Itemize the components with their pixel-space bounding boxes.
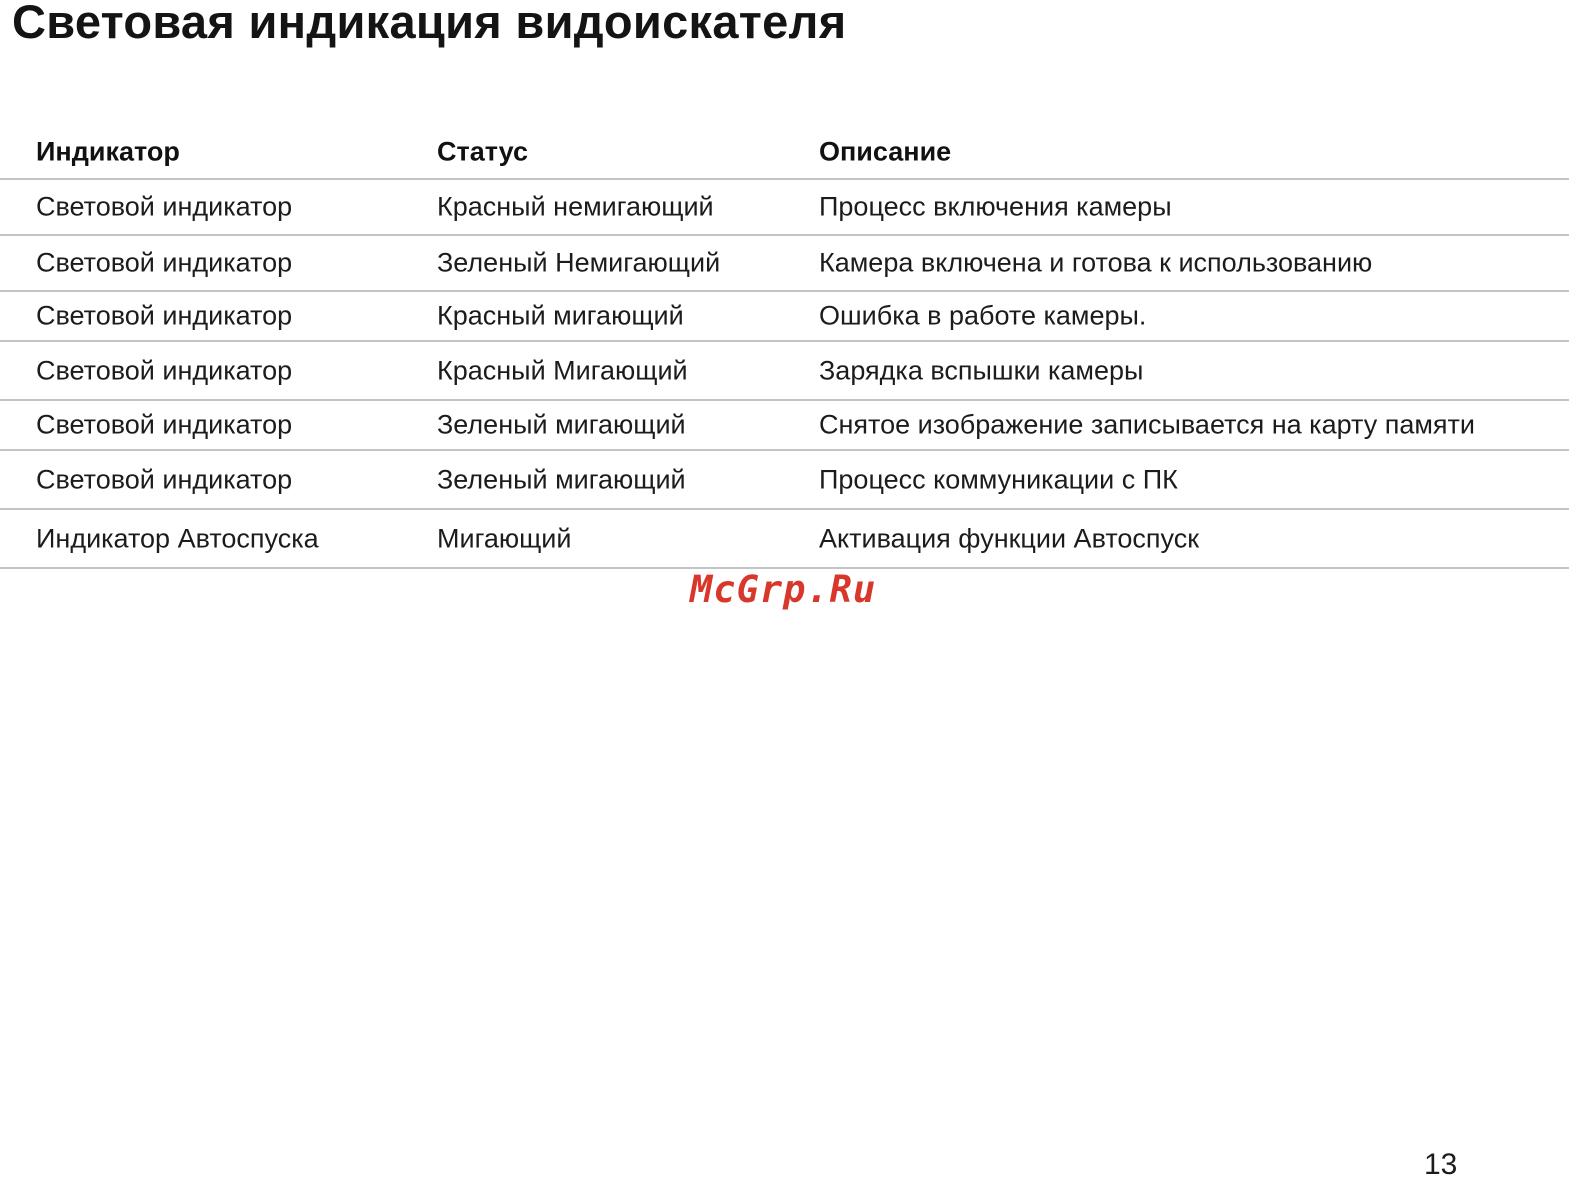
- cell-indicator: Световой индикатор: [36, 409, 293, 440]
- table-row: [0, 401, 1569, 451]
- cell-indicator: Световой индикатор: [36, 300, 293, 331]
- table-row: [0, 292, 1569, 342]
- cell-status: Зеленый мигающий: [437, 464, 686, 494]
- table-row: [0, 451, 1569, 510]
- column-header-indicator: Индикатор: [36, 136, 180, 167]
- indicator-table: [0, 126, 1569, 569]
- table-row: [0, 342, 1569, 401]
- cell-description: Ошибка в работе камеры.: [819, 300, 1147, 331]
- cell-description: Камера включена и готова к использованию: [819, 247, 1373, 278]
- watermark: McGrp.Ru: [690, 568, 877, 611]
- cell-status: Красный Мигающий: [437, 355, 688, 385]
- cell-status: Красный немигающий: [437, 191, 714, 222]
- cell-indicator: Световой индикатор: [36, 247, 293, 278]
- cell-status: Зеленый Немигающий: [437, 247, 721, 278]
- cell-description: Снятое изображение записывается на карту памяти: [819, 409, 1475, 440]
- cell-description: Зарядка вспышки камеры: [819, 355, 1144, 385]
- table-row: [0, 510, 1569, 569]
- cell-description: Активация функции Автоспуск: [819, 523, 1200, 553]
- cell-status: Зеленый мигающий: [437, 409, 686, 440]
- cell-indicator: Световой индикатор: [36, 464, 293, 494]
- table-header-row: [0, 126, 1569, 180]
- cell-indicator: Индикатор Автоспуска: [36, 523, 319, 553]
- cell-description: Процесс коммуникации с ПК: [819, 464, 1178, 494]
- cell-indicator: Световой индикатор: [36, 355, 293, 385]
- column-header-status: Статус: [437, 136, 528, 167]
- table-row: [0, 180, 1569, 236]
- cell-description: Процесс включения камеры: [819, 191, 1172, 222]
- cell-indicator: Световой индикатор: [36, 191, 293, 222]
- column-header-description: Описание: [819, 136, 952, 167]
- page-title: Световая индикация видоискателя: [12, 0, 847, 48]
- page-number: 13: [1424, 1148, 1458, 1181]
- table-row: [0, 236, 1569, 292]
- cell-status: Мигающий: [437, 523, 572, 553]
- cell-status: Красный мигающий: [437, 300, 684, 331]
